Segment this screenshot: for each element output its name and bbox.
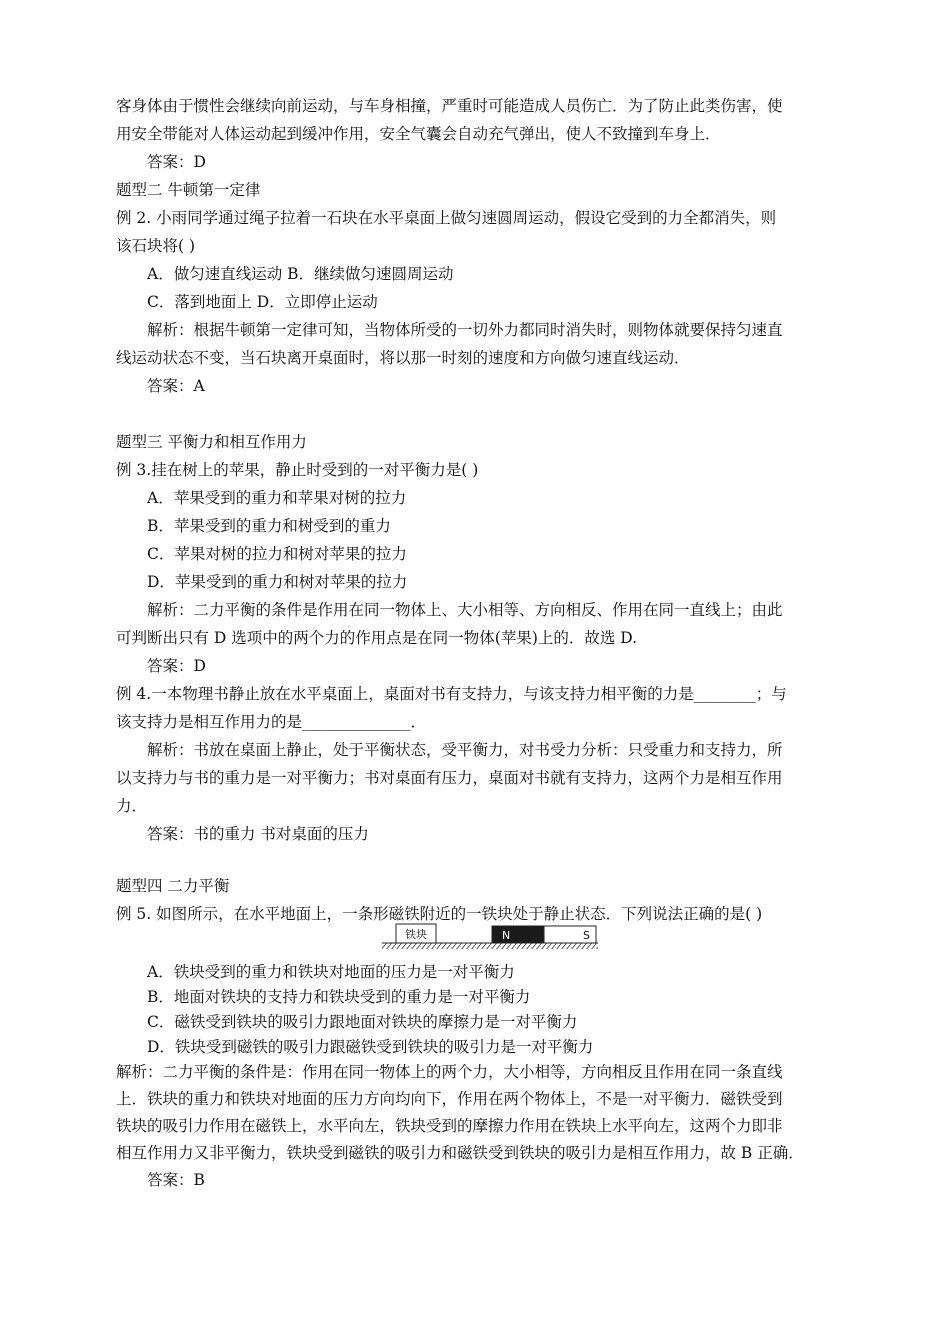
question-line: 例 2. 小雨同学通过绳子拉着一石块在水平桌面上做匀速圆周运动，假设它受到的力全都消失，则 [116, 209, 777, 227]
iron-block-label: 铁块 [405, 928, 427, 941]
question-line: 该支持力是相互作用力的是______________． [116, 713, 427, 731]
analysis-line: 可判断出只有 D 选项中的两个力的作用点是在同一物体(苹果)上的．故选 D. [116, 629, 638, 647]
paragraph-line: 用安全带能对人体运动起到缓冲作用，安全气囊会自动充气弹出，使人不致撞到车身上． [116, 125, 721, 143]
answer-line: 答案：D [147, 153, 206, 171]
question-line: 该石块将( ) [116, 237, 196, 255]
section-title: 题型二 牛顿第一定律 [116, 181, 261, 199]
option-line: A．苹果受到的重力和苹果对树的拉力 [147, 489, 407, 507]
question-line: 例 4.一本物理书静止放在水平桌面上，桌面对书有支持力，与该支持力相平衡的力是________；与 [116, 685, 787, 703]
answer-line: 答案：A [147, 377, 205, 395]
analysis-line: 解析：根据牛顿第一定律可知，当物体所受的一切外力都同时消失时，则物体就要保持匀速直 [147, 321, 783, 339]
ground-hatch [382, 943, 598, 949]
analysis-line: 上．铁块的重力和铁块对地面的压力方向均向下，作用在两个物体上，不是一对平衡力．磁铁受到 [116, 1090, 783, 1108]
option-line: D．铁块受到磁铁的吸引力跟磁铁受到铁块的吸引力是一对平衡力 [147, 1038, 594, 1056]
option-line: A．铁块受到的重力和铁块对地面的压力是一对平衡力 [147, 963, 515, 981]
analysis-line: 铁块的吸引力作用在磁铁上，水平向左，铁块受到的摩擦力作用在铁块上水平向左，这两个力即非 [116, 1117, 783, 1135]
option-line: C．苹果对树的拉力和树对苹果的拉力 [147, 545, 407, 563]
magnet-n-label: N [502, 929, 511, 942]
analysis-line: 解析：二力平衡的条件是作用在同一物体上、大小相等、方向相反、作用在同一直线上；由此 [147, 601, 783, 619]
question-line: 例 5. 如图所示，在水平地面上，一条形磁铁附近的一铁块处于静止状态．下列说法正确的是( ) [116, 905, 763, 923]
answer-line: 答案：书的重力 书对桌面的压力 [147, 825, 369, 843]
answer-line: 答案：D [147, 657, 206, 675]
question-line: 例 3.挂在树上的苹果，静止时受到的一对平衡力是( ) [116, 461, 479, 479]
analysis-line: 解析：二力平衡的条件是：作用在同一物体上的两个力，大小相等，方向相反且作用在同一条直线 [116, 1063, 783, 1081]
magnet-north-half [492, 926, 544, 943]
magnet-s-label: S [583, 929, 590, 942]
option-line: D．苹果受到的重力和树对苹果的拉力 [147, 573, 408, 591]
magnet-diagram [380, 921, 600, 951]
paragraph-line: 客身体由于惯性会继续向前运动，与车身相撞，严重时可能造成人员伤亡．为了防止此类伤害，使 [116, 97, 783, 115]
section-title: 题型四 二力平衡 [116, 877, 230, 895]
analysis-line: 线运动状态不变，当石块离开桌面时，将以那一时刻的速度和方向做匀速直线运动． [116, 349, 690, 367]
option-line: A．做匀速直线运动 B．继续做匀速圆周运动 [147, 265, 454, 283]
analysis-line: 解析：书放在桌面上静止，处于平衡状态，受平衡力，对书受力分析：只受重力和支持力，所 [147, 741, 783, 759]
section-title: 题型三 平衡力和相互作用力 [116, 433, 307, 451]
analysis-line: 相互作用力又非平衡力，铁块受到磁铁的吸引力和磁铁受到铁块的吸引力是相互作用力，故 B 正确． [116, 1144, 804, 1162]
answer-line: 答案：B [147, 1171, 205, 1189]
option-line: C．磁铁受到铁块的吸引力跟地面对铁块的摩擦力是一对平衡力 [147, 1013, 578, 1031]
magnet-figure [380, 921, 600, 947]
analysis-line: 以支持力与书的重力是一对平衡力；书对桌面有压力，桌面对书就有支持力，这两个力是相互作用 [116, 769, 783, 787]
option-line: B．苹果受到的重力和树受到的重力 [147, 517, 391, 535]
analysis-line: 力． [116, 797, 148, 815]
option-line: C．落到地面上 D．立即停止运动 [147, 293, 378, 311]
option-line: B．地面对铁块的支持力和铁块受到的重力是一对平衡力 [147, 988, 531, 1006]
